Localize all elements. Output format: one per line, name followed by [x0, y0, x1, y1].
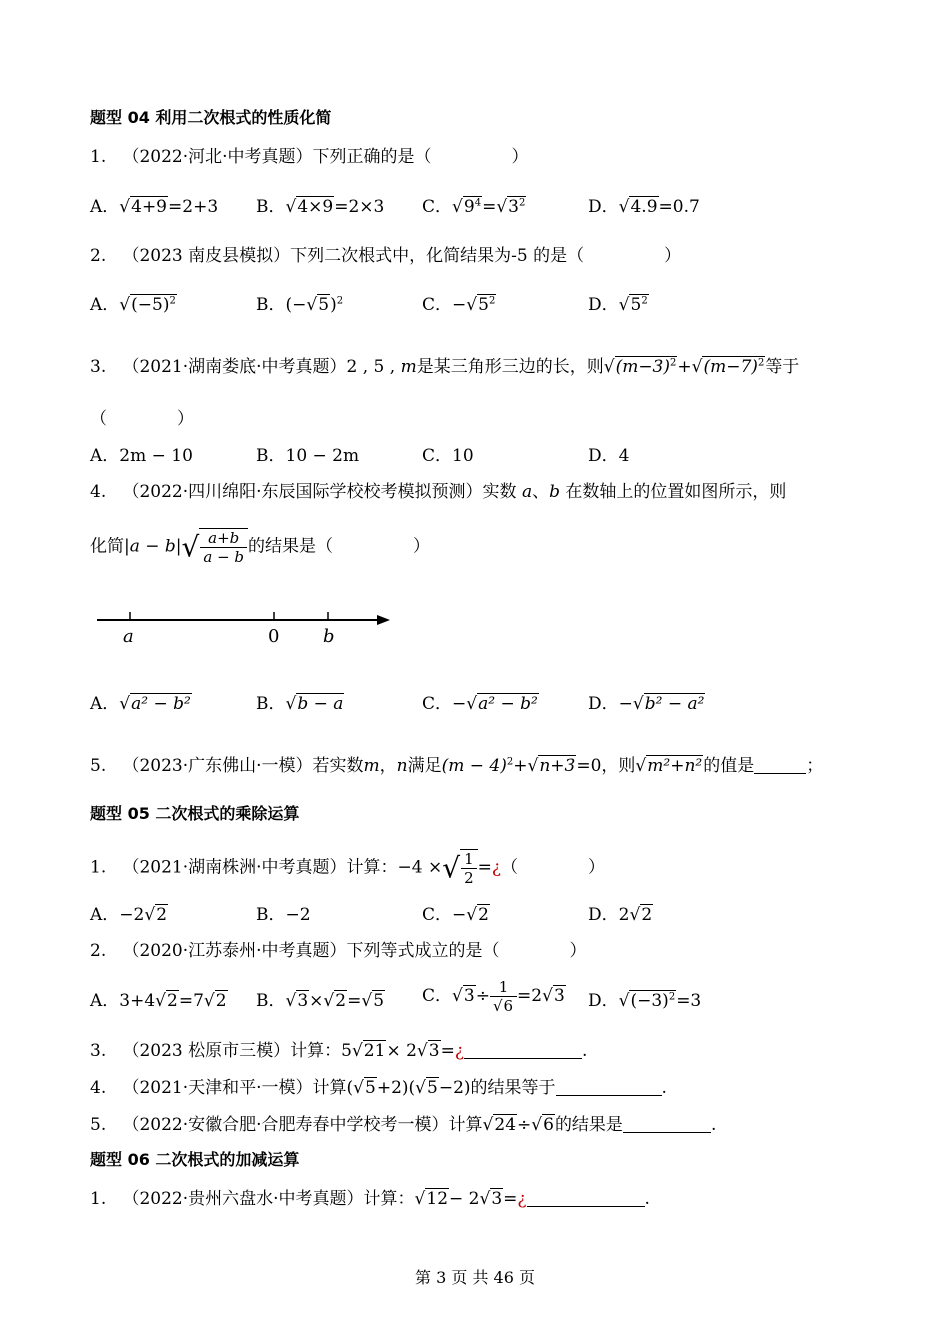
option-text: =0.7: [658, 197, 700, 217]
option-text: −2: [285, 905, 311, 925]
option-label: B．: [256, 197, 286, 217]
section-title-05: 题型 05 二次根式的乘除运算: [90, 804, 300, 823]
option-label: A．: [90, 991, 120, 1011]
question-text: 实数: [482, 482, 517, 502]
equals: =: [347, 991, 362, 1011]
tick-label-b: b: [323, 626, 335, 647]
radicand: a² − b²: [478, 694, 538, 714]
radicand: 6: [543, 1115, 554, 1135]
question-text: 化简: [90, 536, 124, 557]
radicand: 2: [478, 905, 489, 925]
option-d: D．−√b² − a²: [588, 694, 705, 714]
denominator: a − b: [203, 548, 245, 566]
option-b: [256, 900, 311, 925]
answer-blank[interactable]: [623, 1116, 711, 1133]
radicand: (m−3): [615, 357, 671, 377]
exponent: 2: [336, 295, 344, 307]
radicand: 2: [156, 905, 168, 925]
question-04-4: [90, 477, 786, 502]
question-04-5: 5. （2023·广东佛山·一模）若实数m，n满足$(m - 4)^2+√n+3=0$，则√m²+n²的值是 ；: [90, 756, 824, 776]
question-source: （2023 松原市三模）: [122, 1041, 291, 1061]
question-text: 满足: [407, 756, 442, 776]
placeholder-mark: ¿: [491, 857, 502, 878]
separator: ，: [379, 756, 397, 776]
section-title-04: 题型 04 利用二次根式的性质化简: [90, 108, 332, 127]
option-a: A．√a² − b²: [90, 694, 191, 714]
bracket-close: ）: [588, 857, 606, 878]
option-c: C．$-√5^2$: [422, 295, 496, 315]
option-d: D．2√2: [588, 905, 653, 925]
exponent: 2: [518, 197, 526, 209]
question-text: 在数轴上的位置如图所示，则: [565, 482, 787, 502]
option-text: 2: [618, 905, 630, 925]
question-text: 下列等式成立的是（: [346, 941, 500, 961]
question-04-3: 3. （2021·湖南娄底·中考真题）2 , 5 , m是某三角形三边的长，则$√(m-3)^2+√(m-7)^2$等于: [90, 357, 800, 377]
option-text: −: [452, 295, 467, 315]
option-label: D．: [588, 694, 619, 714]
radicand: b² − a²: [644, 694, 705, 714]
option-label: C．: [422, 694, 453, 714]
bracket-close: ）: [511, 147, 529, 167]
equals: =: [477, 857, 492, 878]
option-a: [90, 441, 193, 466]
bracket-open: （: [501, 857, 519, 878]
question-number: 2.: [90, 941, 107, 961]
exponent: 2: [169, 295, 176, 307]
question-source: （2021·湖南娄底·中考真题）: [122, 357, 347, 377]
bracket-close: ）: [413, 536, 431, 557]
fraction: [460, 849, 478, 887]
option-text: ): [330, 295, 337, 315]
question-04-1: [90, 142, 529, 167]
question-number: 5.: [90, 1115, 107, 1135]
question-text: 下列二次根式中，化简结果为-5 的是（: [290, 246, 585, 266]
punctuation: ；: [806, 756, 824, 776]
radicand: 21: [363, 1041, 386, 1061]
radicand: 3: [428, 1041, 440, 1061]
operator: × 2: [386, 1041, 417, 1061]
option-text: −2: [119, 905, 145, 925]
denominator: 6: [503, 997, 514, 1015]
arrow-head: [377, 615, 390, 625]
numerator: 1: [490, 978, 517, 997]
exponent: 2: [488, 295, 496, 307]
option-text: 10: [452, 446, 474, 466]
option-label: B．: [256, 694, 286, 714]
option-d: [588, 441, 629, 466]
option-label: C．: [422, 446, 453, 466]
question-text: 的值是: [703, 756, 755, 776]
exponent: 4: [474, 197, 482, 209]
question-number: 1.: [90, 857, 107, 878]
bracket-close: ）: [664, 246, 682, 266]
radicand: 5: [630, 295, 642, 315]
question-number: 3.: [90, 357, 107, 377]
denominator: 2: [464, 869, 474, 887]
radicand: 4.9: [630, 197, 658, 217]
bracket-close: ）: [569, 941, 587, 961]
numerator: 1: [461, 850, 477, 869]
question-source: （2022·贵州六盘水·中考真题）: [122, 1189, 364, 1209]
question-05-2: [90, 936, 587, 961]
option-label: A．: [90, 694, 120, 714]
radicand: (−5): [131, 295, 170, 315]
question-04-3-bracket: [90, 404, 194, 429]
separator: 、: [532, 482, 550, 502]
operator: ×: [309, 991, 324, 1011]
option-text: −: [452, 905, 467, 925]
plus: +: [677, 357, 692, 377]
radicand: 5: [373, 991, 385, 1011]
question-04-2: [90, 241, 681, 266]
equals: =: [440, 1041, 455, 1061]
option-label: D．: [588, 905, 619, 925]
option-label: C．: [422, 197, 453, 217]
question-text: 计算(: [312, 1078, 354, 1098]
question-text: 2 , 5 ,: [346, 357, 401, 377]
radicand: 5: [365, 1078, 376, 1098]
absolute-value: |a − b|: [124, 536, 182, 557]
question-text: 下列正确的是（: [312, 147, 432, 167]
radicand: 2: [335, 991, 347, 1011]
option-label: A．: [90, 197, 120, 217]
question-number: 2.: [90, 246, 107, 266]
question-source: （2023·广东佛山·一模）: [122, 756, 313, 776]
equals: =: [503, 1189, 518, 1209]
operator: ÷: [517, 1115, 532, 1135]
option-text: (−: [285, 295, 307, 315]
option-label: C．: [422, 905, 453, 925]
radicand: 2: [641, 905, 653, 925]
punctuation: .: [710, 1115, 717, 1135]
question-number: 5.: [90, 756, 107, 776]
option-label: D．: [588, 295, 619, 315]
radicand: 9: [463, 197, 475, 217]
question-source: （2022·安徽合肥·合肥寿春中学校考一模）: [122, 1115, 449, 1135]
expression: (m − 4): [441, 756, 507, 776]
radicand: 3: [553, 986, 565, 1006]
radicand: 5: [478, 295, 489, 315]
question-text: 计算：5: [290, 1041, 352, 1061]
radicand: 5: [427, 1078, 438, 1098]
option-text: 3+4: [119, 991, 156, 1011]
question-number: 4.: [90, 482, 107, 502]
question-text: 的结果是: [554, 1115, 623, 1135]
answer-blank[interactable]: [464, 1042, 582, 1059]
question-text: 计算: [448, 1115, 483, 1135]
option-b: B．√b − a: [256, 694, 344, 714]
option-d: D．√4.9=0.7: [588, 197, 700, 217]
option-label: B．: [256, 446, 286, 466]
plus: +: [513, 756, 528, 776]
option-c: [422, 441, 474, 466]
tick-label-a: a: [123, 626, 134, 647]
variable-m: m: [363, 756, 380, 776]
fraction: [199, 528, 248, 566]
question-text: 计算：−4 ×: [346, 857, 443, 878]
variable-m: m: [400, 357, 417, 377]
option-text: 2m − 10: [119, 446, 193, 466]
operator: ÷: [475, 986, 490, 1006]
question-text: 若实数: [312, 756, 364, 776]
option-b: B．$(-√5)^2$: [256, 295, 344, 315]
option-c: C．−√a² − b²: [422, 694, 538, 714]
option-label: A．: [90, 905, 120, 925]
question-05-4: 4. （2021·天津和平·一模）计算(√5+2)(√5−2)的结果等于 .: [90, 1078, 667, 1098]
option-c: C．√3÷ $\frac{1}{√6}$ =2√3: [422, 978, 565, 1015]
numerator: a+b: [200, 529, 247, 548]
option-label: B．: [256, 991, 286, 1011]
operator: − 2: [449, 1189, 480, 1209]
option-text: =2+3: [168, 197, 219, 217]
exponent: 2: [506, 756, 514, 768]
option-label: C．: [422, 986, 453, 1006]
variable-n: n: [396, 756, 408, 776]
radicand: 2: [215, 991, 227, 1011]
option-d: D．$√(-3)^2=3$: [588, 991, 702, 1011]
equals: =: [482, 197, 497, 217]
question-source: （2023 南皮县模拟）: [122, 246, 291, 266]
question-text: 计算：: [363, 1189, 415, 1209]
answer-blank[interactable]: [527, 1190, 645, 1207]
question-06-1: 1. （2022·贵州六盘水·中考真题）计算：√12− 2√3=¿ .: [90, 1189, 650, 1209]
question-05-3: 3. （2023 松原市三模）计算：5√21× 2√3=¿ .: [90, 1041, 588, 1061]
placeholder-mark: ¿: [517, 1189, 527, 1209]
option-label: D．: [588, 446, 619, 466]
bracket-close: ）: [177, 409, 194, 429]
question-05-5: 5. （2022·安徽合肥·合肥寿春中学校考一模）计算√24÷√6的结果是 .: [90, 1115, 717, 1135]
question-number: 3.: [90, 1041, 107, 1061]
question-text: +2)(: [376, 1078, 416, 1098]
exponent: 2: [641, 295, 648, 307]
placeholder-mark: ¿: [454, 1041, 464, 1061]
question-source: （2020·江苏泰州·中考真题）: [122, 941, 347, 961]
radicand: m²+n²: [647, 756, 703, 776]
option-a: A．$√(-5)^2$: [90, 295, 176, 315]
punctuation: .: [644, 1189, 650, 1209]
exponent: 2: [668, 991, 676, 1003]
option-label: A．: [90, 295, 120, 315]
option-text: =2: [517, 986, 543, 1006]
option-label: C．: [422, 295, 453, 315]
question-text: =0，则: [576, 756, 636, 776]
radicand: 12: [426, 1189, 449, 1209]
option-a: A．√4+9=2+3: [90, 197, 219, 217]
option-text: =7: [178, 991, 204, 1011]
option-label: D．: [588, 197, 619, 217]
question-number: 1.: [90, 147, 107, 167]
answer-blank[interactable]: [754, 757, 806, 774]
option-d: D．$√5^2$: [588, 295, 648, 315]
option-a: A．3+4√2=7√2: [90, 991, 227, 1011]
bracket-open: （: [90, 409, 107, 429]
option-text: =2×3: [334, 197, 385, 217]
radicand: 2: [167, 991, 178, 1011]
option-text: 4: [618, 446, 630, 466]
radicand: b − a: [297, 694, 344, 714]
option-a: A．−2√2: [90, 905, 168, 925]
option-label: B．: [256, 905, 286, 925]
question-source: （2022·河北·中考真题）: [122, 147, 313, 167]
variable-b: b: [549, 482, 560, 502]
radicand: 3: [491, 1189, 503, 1209]
question-number: 1.: [90, 1189, 107, 1209]
option-text: 10 − 2m: [285, 446, 360, 466]
question-source: （2022·四川绵阳·东辰国际学校校考模拟预测）: [122, 482, 483, 502]
section-title-06: 题型 06 二次根式的加减运算: [90, 1150, 300, 1169]
radicand: 3: [508, 197, 519, 217]
tick-label-zero: 0: [268, 626, 280, 647]
option-text: −: [618, 694, 633, 714]
option-c: C．$√9^4=√3^2$: [422, 197, 526, 217]
radicand: 4×9: [297, 197, 334, 217]
page-footer: 第 3 页 共 46 页: [415, 1268, 535, 1287]
number-line-figure: [95, 605, 395, 655]
option-c: C．−√2: [422, 905, 489, 925]
option-b: B．√4×9=2×3: [256, 197, 385, 217]
question-text: 的结果是（: [248, 536, 334, 557]
option-label: B．: [256, 295, 286, 315]
option-text: =3: [676, 991, 702, 1011]
exponent: 2: [670, 357, 677, 369]
radicand: (−3): [630, 991, 669, 1011]
answer-blank[interactable]: [556, 1079, 662, 1096]
radicand: n+3: [539, 756, 576, 776]
option-b: B．√3×√2=√5: [256, 991, 385, 1011]
exponent: 2: [757, 357, 765, 369]
question-text: −2)的结果等于: [438, 1078, 556, 1098]
option-label: D．: [588, 991, 619, 1011]
radicand: a² − b²: [131, 694, 191, 714]
radicand: 4+9: [131, 197, 168, 217]
variable-a: a: [521, 482, 533, 502]
question-source: （2021·天津和平·一模）: [122, 1078, 313, 1098]
punctuation: .: [661, 1078, 667, 1098]
question-source: （2021·湖南株洲·中考真题）: [122, 857, 347, 878]
radicand: 3: [297, 991, 309, 1011]
radicand: 24: [494, 1115, 517, 1135]
question-05-1: 1. （2021·湖南株洲·中考真题）计算：−4 ×√ $\frac{1}{2}$ =¿（ ）: [90, 850, 606, 887]
question-04-4-line2: 化简|a − b|√ $\frac{a+b}{a - b}$ 的结果是（ ）: [90, 529, 431, 566]
question-number: 4.: [90, 1078, 107, 1098]
option-label: A．: [90, 446, 120, 466]
radicand: 3: [463, 986, 475, 1006]
radicand: 5: [318, 295, 330, 315]
fraction: $\frac{1}{√6}$: [490, 978, 517, 1015]
radicand: (m−7): [703, 357, 758, 377]
question-text: 等于: [765, 357, 800, 377]
question-text: 是某三角形三边的长，则: [416, 357, 604, 377]
option-b: [256, 441, 359, 466]
punctuation: .: [581, 1041, 588, 1061]
option-text: −: [452, 694, 467, 714]
